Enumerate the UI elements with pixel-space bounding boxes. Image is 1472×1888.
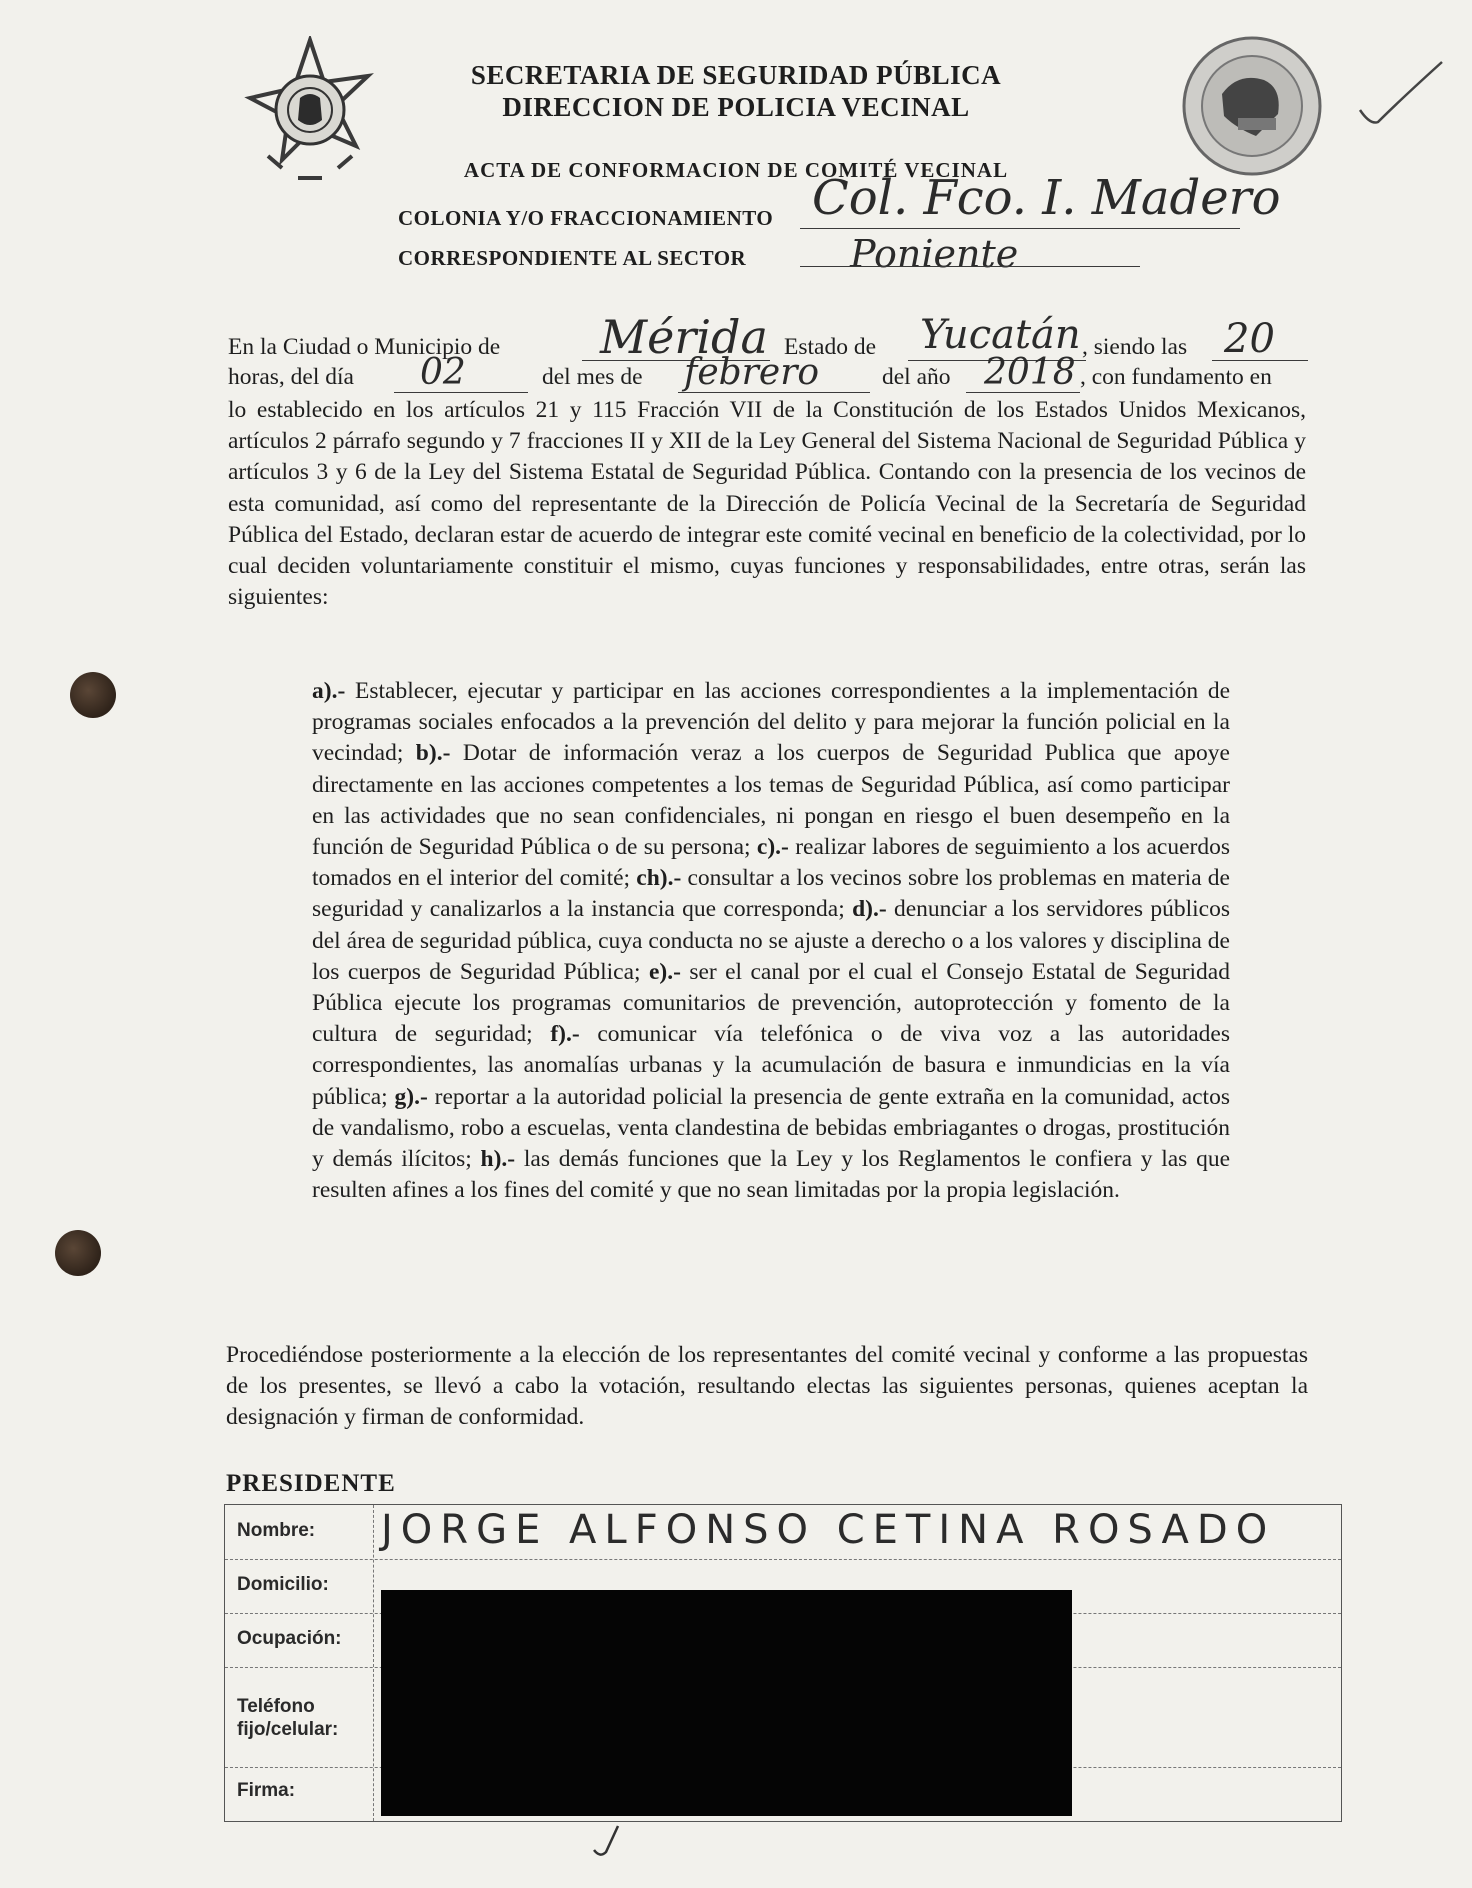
dia-value: 02	[420, 352, 466, 393]
anio-underline	[966, 392, 1080, 393]
colonia-underline	[800, 228, 1240, 229]
intro-text-5: del mes de	[542, 364, 643, 390]
mes-underline	[678, 392, 870, 393]
sector-value: Poniente	[850, 232, 1019, 276]
function-d: denunciar a los servidores públicos del área de seguridad pública, cuya conducta no se ajuste a derecho o a los valores y disciplina de los cuerpos de Seguridad Pública;	[312, 896, 1230, 985]
sector-label: CORRESPONDIENTE AL SECTOR	[398, 246, 747, 270]
function-c: realizar labores de seguimiento a los acuerdos tomados en el interior del comité;	[312, 834, 1230, 892]
punch-hole	[70, 672, 116, 718]
colonia-label: COLONIA Y/O FRACCIONAMIENTO	[398, 206, 774, 230]
function-b-mark: b).-	[415, 740, 451, 767]
intro-text-7: , con fundamento en	[1080, 364, 1272, 390]
sector-underline	[800, 266, 1140, 267]
header-title-line2: DIRECCION DE POLICIA VECINAL	[502, 92, 970, 122]
nombre-label: Nombre:	[237, 1520, 316, 1541]
colonia-value: Col. Fco. I. Madero	[812, 170, 1281, 226]
function-ch-mark: ch).-	[636, 865, 682, 892]
ocupacion-label: Ocupación:	[237, 1628, 342, 1649]
hora-value: 20	[1224, 316, 1275, 362]
function-ch: consultar a los vecinos sobre los problemas en materia de seguridad y canalizarlos a la instancia que corresponda;	[312, 865, 1230, 923]
firma-label: Firma:	[237, 1780, 296, 1801]
nombre-value: JORGE ALFONSO CETINA ROSADO	[381, 1507, 1276, 1553]
function-a: Establecer, ejecutar y participar en las acciones correspondientes a la implementación de programas sociales enfocados a la prevención del delito y para mejorar la función policial en la vecindad;	[312, 678, 1230, 767]
estado-value: Yucatán	[920, 312, 1081, 358]
function-f-mark: f).-	[550, 1021, 580, 1048]
header-title-line1: SECRETARIA DE SEGURIDAD PÚBLICA	[470, 60, 1002, 90]
intro-text-1: En la Ciudad o Municipio de	[228, 334, 501, 360]
intro-text-4: horas, del día	[228, 364, 354, 390]
function-e-mark: e).-	[648, 958, 681, 985]
function-f: comunicar vía telefónica o de viva voz a las autoridades correspondientes, las anomalías urbanas y la acumulación de basura e inmundicias en la vía pública;	[312, 1021, 1230, 1110]
anio-value: 2018	[984, 352, 1076, 393]
functions-paragraph	[312, 676, 1230, 1206]
intro-text-2: Estado de	[784, 334, 877, 360]
function-h: las demás funciones que la Ley y los Reglamentos le confiera y las que resulten afines a los fines del comité y que no sean limitadas por la propia legislación.	[312, 1146, 1230, 1204]
handwritten-tick-mark	[588, 1820, 628, 1860]
intro-paragraph: lo establecido en los artículos 21 y 115 Fracción VII de la Constitución de los Estados Unidos Mexicanos, artículos 2 párrafo segundo y 7 fracciones II y XII de la Ley General del Sistema Nacional de Seguridad Pública y artículos 3 y 6 de la Ley del Sistema Estatal de Seguridad Pública. Contando con la presencia de los vecinos de esta comunidad, así como del representante de la Dirección de Policía Vecinal de la Secretaría de Seguridad Pública del Estado, declaran estar de acuerdo de integrar este comité vecinal en beneficio de la colectividad, por lo cual deciden voluntariamente constituir el mismo, cuyas funciones y responsabilidades, entre otras, serán las siguientes:	[228, 397, 1306, 611]
election-paragraph: Procediéndose posteriormente a la elección de los representantes del comité vecinal y conforme a las propuestas de los presentes, se llevó a cabo la votación, resultando electas las siguientes personas, quienes aceptan la designación y firman de conformidad.	[226, 1342, 1308, 1431]
hora-underline	[1212, 360, 1308, 361]
redaction-block	[381, 1590, 1072, 1816]
function-c-mark: c).-	[756, 834, 789, 861]
function-a-mark: a).-	[312, 678, 346, 704]
telefono-label: Teléfono fijo/celular:	[237, 1696, 339, 1740]
dia-underline	[394, 392, 528, 393]
function-e: ser el canal por el cual el Consejo Estatal de Seguridad Pública ejecute los programas comunitarios de prevención, autoprotección y fomento de la cultura de seguridad;	[312, 958, 1230, 1048]
function-d-mark: d).-	[852, 896, 887, 923]
mes-value: febrero	[684, 352, 820, 393]
table-row-nombre	[225, 1505, 1341, 1560]
municipio-value: Mérida	[600, 310, 768, 364]
intro-text-6: del año	[882, 364, 951, 390]
function-b: Dotar de información veraz a los cuerpos de Seguridad Publica que apoye directamente en las acciones competentes a los temas de Seguridad Pública, así como participar en las actividades que no sean confidenciales, ni pongan en riesgo el buen desempeño en la función de Seguridad Pública o de su persona;	[312, 740, 1230, 861]
function-h-mark: h).-	[480, 1146, 516, 1173]
punch-hole	[55, 1230, 101, 1276]
domicilio-label: Domicilio:	[237, 1574, 329, 1595]
acta-title: ACTA DE CONFORMACION DE COMITÉ VECINAL	[463, 158, 1009, 182]
presidente-title: PRESIDENTE	[226, 1470, 396, 1497]
intro-text-3: , siendo las	[1082, 334, 1188, 360]
function-g: reportar a la autoridad policial la presencia de gente extraña en la comunidad, actos de vandalismo, robo a escuelas, venta clandestina de bebidas embriagantes o drogas, prostitución y demás ilícitos;	[312, 1083, 1230, 1173]
function-g-mark: g).-	[394, 1083, 428, 1110]
